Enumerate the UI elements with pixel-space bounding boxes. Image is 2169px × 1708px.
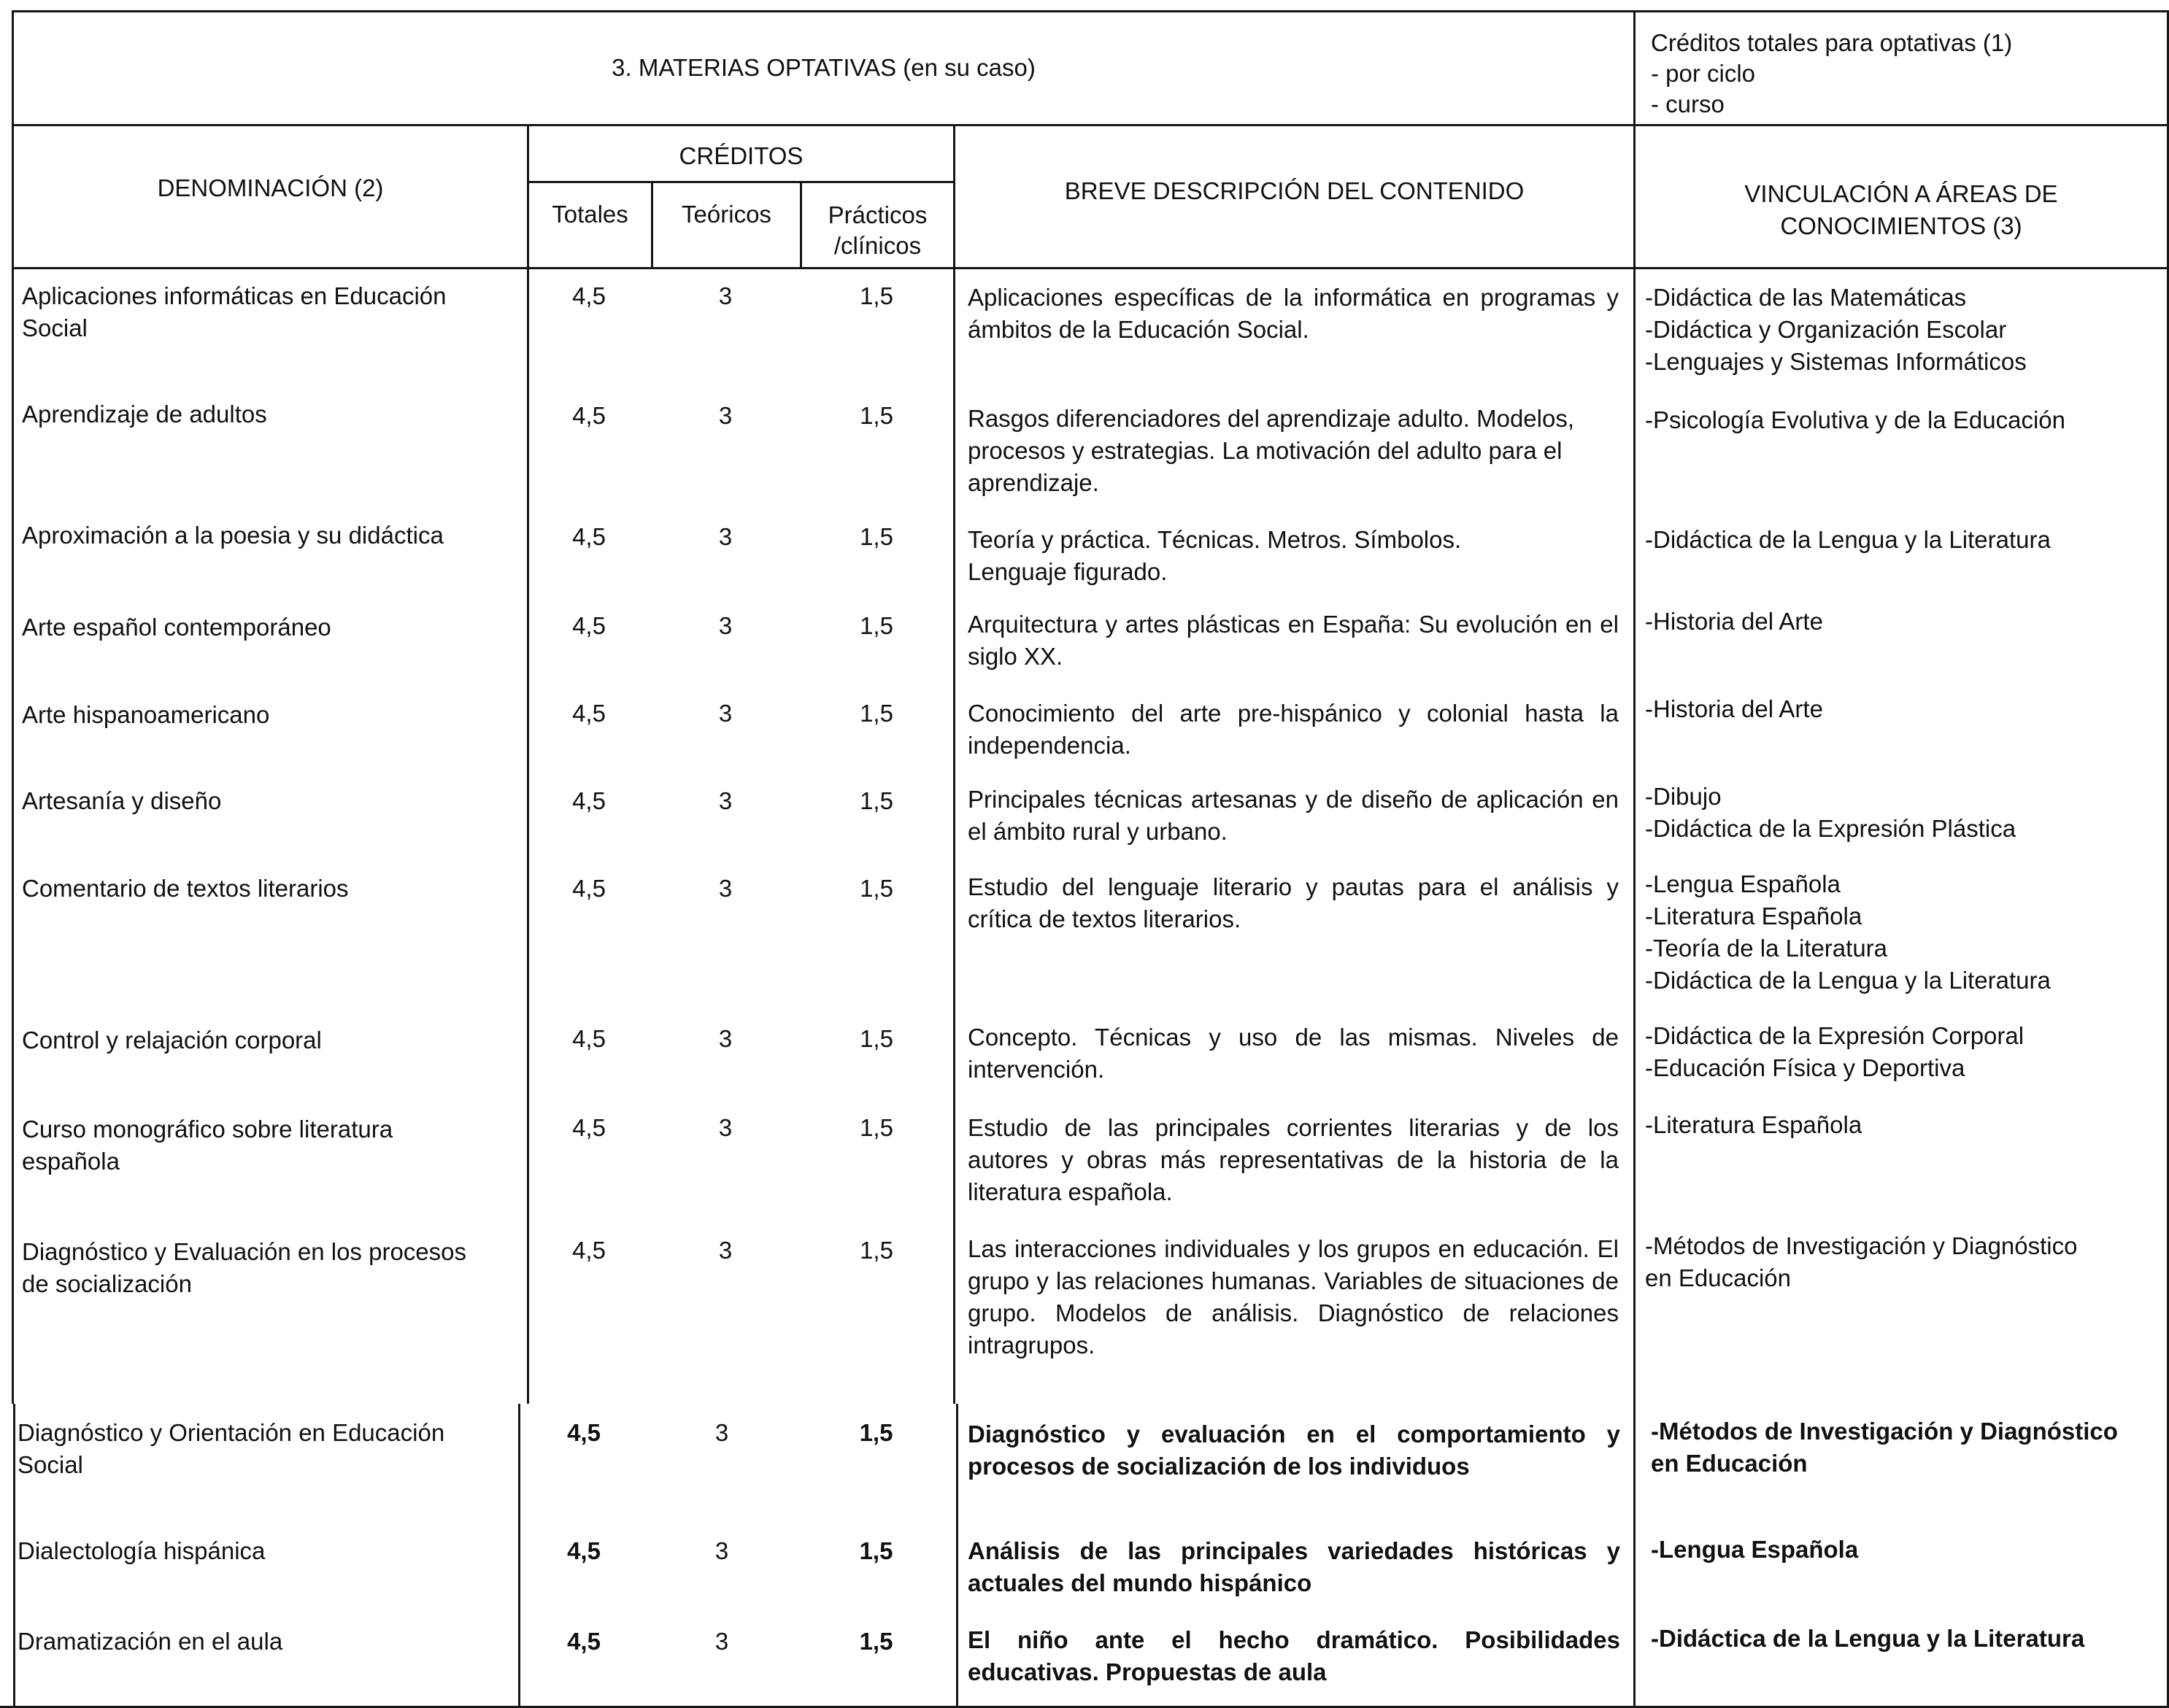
- row-practicos: 1,5: [860, 523, 893, 550]
- row-descripcion: Diagnóstico y evaluación en el comportamiento y procesos de socialización de los individuos: [968, 1421, 1620, 1480]
- row-totales: 4,5: [572, 612, 606, 639]
- creditos-divider: [527, 181, 955, 183]
- row-descripcion: Aplicaciones específicas de la informática en programas y ámbitos de la Educación Social.: [968, 284, 1619, 343]
- row-areas: -Didáctica de las Matemáticas -Didáctica y Organización Escolar -Lenguajes y Sistemas Informáticos: [1645, 284, 2027, 375]
- row-name: Diagnóstico y Orientación en Educación Social: [18, 1419, 445, 1478]
- table-left-border-lower: [13, 1404, 15, 1707]
- row-descripcion: Conocimiento del arte pre-hispánico y colonial hasta la independencia.: [968, 700, 1619, 759]
- column-header-vinculacion: VINCULACIÓN A ÁREAS DE CONOCIMIENTOS (3): [1744, 180, 2058, 239]
- row-descripcion: Análisis de las principales variedades históricas y actuales del mundo hispánico: [968, 1537, 1620, 1596]
- row-descripcion: Arquitectura y artes plásticas en España: Su evolución en el siglo XX.: [968, 611, 1619, 670]
- row-practicos: 1,5: [860, 700, 893, 727]
- column-header-totales: Totales: [552, 201, 628, 228]
- row-name: Diagnóstico y Evaluación en los procesos de socialización: [22, 1238, 467, 1297]
- col-divider-name: [527, 125, 529, 1404]
- header-bottom-border: [12, 124, 2169, 126]
- row-practicos: 1,5: [860, 1114, 893, 1141]
- row-name: Dialectología hispánica: [18, 1537, 266, 1564]
- row-descripcion: Rasgos diferenciadores del aprendizaje adulto. Modelos, procesos y estrategias. La motivación del adulto para el aprendizaje.: [968, 405, 1575, 496]
- row-totales: 4,5: [572, 523, 606, 550]
- row-teoricos: 3: [718, 612, 733, 639]
- row-name: Control y relajación corporal: [22, 1027, 322, 1054]
- row-areas: -Historia del Arte: [1645, 608, 1823, 635]
- row-teoricos: 3: [718, 787, 733, 814]
- col-divider-description: [1633, 10, 1636, 1707]
- row-teoricos: 3: [718, 700, 733, 727]
- table-left-border: [12, 10, 14, 1404]
- row-teoricos: 3: [718, 1114, 733, 1141]
- row-areas: -Dibujo -Didáctica de la Expresión Plástica: [1645, 783, 2016, 842]
- row-teoricos: 3: [718, 523, 733, 550]
- row-teoricos: 3: [718, 1025, 733, 1052]
- row-totales: 4,5: [567, 1537, 601, 1564]
- row-areas: -Lengua Española: [1651, 1536, 1859, 1563]
- column-header-creditos: CRÉDITOS: [679, 142, 804, 169]
- section-title: 3. MATERIAS OPTATIVAS (en su caso): [612, 54, 1036, 81]
- row-areas: -Lengua Española -Literatura Española -Teoría de la Literatura -Didáctica de la Lengua y la Literatura: [1645, 870, 2051, 994]
- row-teoricos: 3: [714, 1537, 729, 1564]
- row-totales: 4,5: [572, 700, 606, 727]
- column-header-descripcion: BREVE DESCRIPCIÓN DEL CONTENIDO: [1064, 177, 1525, 204]
- credits-totals-note: Créditos totales para optativas (1) - por ciclo - curso: [1651, 29, 2013, 117]
- row-descripcion: Estudio del lenguaje literario y pautas para el análisis y crítica de textos literarios.: [968, 873, 1619, 932]
- column-header-denominacion: DENOMINACIÓN (2): [157, 174, 384, 201]
- row-descripcion: Principales técnicas artesanas y de diseño de aplicación en el ámbito rural y urbano.: [968, 786, 1619, 845]
- row-practicos: 1,5: [859, 1628, 893, 1655]
- row-practicos: 1,5: [860, 1025, 893, 1052]
- row-totales: 4,5: [567, 1419, 601, 1446]
- row-totales: 4,5: [572, 1237, 606, 1264]
- col-divider-credits: [953, 125, 955, 1404]
- row-totales: 4,5: [572, 402, 606, 429]
- row-totales: 4,5: [567, 1628, 601, 1655]
- column-header-teoricos: Teóricos: [682, 201, 771, 228]
- row-name: Comentario de textos literarios: [22, 875, 349, 902]
- table-top-border: [12, 10, 2169, 12]
- row-areas: -Didáctica de la Expresión Corporal -Educación Física y Deportiva: [1645, 1022, 2024, 1081]
- row-name: Aprendizaje de adultos: [22, 401, 267, 428]
- row-practicos: 1,5: [860, 282, 893, 309]
- row-descripcion: Teoría y práctica. Técnicas. Metros. Símbolos. Lenguaje figurado.: [968, 526, 1462, 585]
- row-totales: 4,5: [572, 787, 606, 814]
- row-areas: -Literatura Española: [1645, 1111, 1862, 1138]
- row-practicos: 1,5: [860, 402, 893, 429]
- row-areas: -Didáctica de la Lengua y la Literatura: [1651, 1625, 2085, 1652]
- row-totales: 4,5: [572, 282, 606, 309]
- row-teoricos: 3: [718, 875, 733, 902]
- row-teoricos: 3: [714, 1628, 729, 1655]
- row-totales: 4,5: [572, 1114, 606, 1141]
- row-totales: 4,5: [572, 1025, 606, 1052]
- row-teoricos: 3: [714, 1419, 729, 1446]
- row-descripcion: Concepto. Técnicas y uso de las mismas. Niveles de intervención.: [968, 1024, 1619, 1083]
- row-descripcion: Las interacciones individuales y los grupos en educación. El grupo y las relaciones humanas. Variables de situaciones de grupo. Modelos de análisis. Diagnóstico de relaciones intragrupos.: [968, 1235, 1619, 1359]
- column-header-practicos: Prácticos /clínicos: [828, 201, 928, 259]
- col-divider-credits-lower: [956, 1404, 958, 1707]
- row-name: Curso monográfico sobre literatura española: [22, 1116, 393, 1175]
- column-header-bottom-border: [12, 267, 2169, 269]
- row-practicos: 1,5: [859, 1419, 893, 1446]
- row-practicos: 1,5: [859, 1537, 893, 1564]
- row-areas: -Didáctica de la Lengua y la Literatura: [1645, 526, 2051, 553]
- row-teoricos: 3: [718, 282, 733, 309]
- row-practicos: 1,5: [860, 1237, 893, 1264]
- row-areas: -Métodos de Investigación y Diagnóstico en Educación: [1645, 1232, 2078, 1291]
- row-teoricos: 3: [718, 1237, 733, 1264]
- row-areas: -Psicología Evolutiva y de la Educación: [1645, 406, 2065, 433]
- row-teoricos: 3: [718, 402, 733, 429]
- row-name: Aplicaciones informáticas en Educación Social: [22, 282, 447, 341]
- row-totales: 4,5: [572, 875, 606, 902]
- row-name: Arte español contemporáneo: [22, 614, 331, 641]
- row-practicos: 1,5: [860, 875, 893, 902]
- row-practicos: 1,5: [860, 612, 893, 639]
- row-name: Arte hispanoamericano: [22, 701, 270, 728]
- row-name: Aproximación a la poesia y su didáctica: [22, 522, 444, 549]
- row-descripcion: El niño ante el hecho dramático. Posibilidades educativas. Propuestas de aula: [968, 1626, 1620, 1685]
- row-descripcion: Estudio de las principales corrientes literarias y de los autores y obras más representativas de la historia de la literatura española.: [968, 1114, 1619, 1205]
- row-areas: -Historia del Arte: [1645, 695, 1823, 722]
- row-areas: -Métodos de Investigación y Diagnóstico en Educación: [1651, 1418, 2118, 1477]
- row-name: Dramatización en el aula: [18, 1628, 283, 1655]
- row-name: Artesanía y diseño: [22, 787, 222, 814]
- row-practicos: 1,5: [860, 787, 893, 814]
